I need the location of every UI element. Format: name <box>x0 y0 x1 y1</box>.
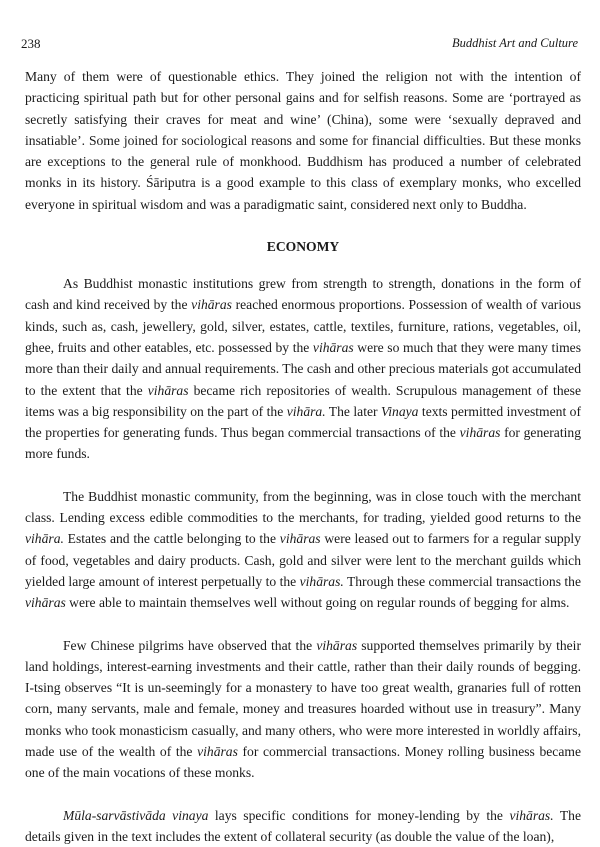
body-text <box>25 66 581 847</box>
text-run: were able to maintain themselves well without going on regular rounds of begging for alms. <box>65 595 570 611</box>
italic-term: vihāras <box>316 637 358 653</box>
italic-term: vihāras <box>25 595 66 611</box>
italic-term: vihāras. <box>299 573 344 589</box>
italic-term: vihāra. <box>25 531 64 547</box>
text-run: Few Chinese pilgrims have observed that the <box>63 637 317 653</box>
text-run: As Buddhist monastic institutions grew from strength to strength, donations in the form of cash and kind received by the <box>25 276 581 313</box>
spacer <box>25 465 581 486</box>
text-run: The Buddhist monastic community, from the beginning, was in close touch with the merchant class. Lending excess edible commodities to the merchants, for trading, yielded good returns to the <box>25 488 581 526</box>
text-run: for commercial transactions. Money rolling business became one of the main vocations of these monks. <box>25 744 581 781</box>
italic-term: vihāras <box>191 297 232 313</box>
spacer <box>25 215 581 236</box>
text-run: The later <box>325 403 381 419</box>
text-run: were so much that they were many times more than their daily and annual requirements. The cash and other precious materials got accumulated to the extent that the <box>25 339 581 398</box>
spacer <box>25 257 581 273</box>
italic-term: Mūla-sarvāstivāda vinaya <box>63 807 209 823</box>
text-run: lays specific conditions for money-lending by the <box>208 807 510 823</box>
paragraph <box>25 635 581 784</box>
text-run: Through these commercial transactions the <box>343 573 582 589</box>
text-run: Many of them were of questionable ethics. They joined the religion not with the intention of practicing spiritual path but for other personal gains and for selfish reasons. Some are ‘portrayed as secretly satisfying their craves for meat and wine’ (China), some were ‘sexually depraved and insatiable’. Some joined for sociological reasons and some for financial difficulties. But these monks are exceptions to the general rule of monkhood. Buddhism has produced a number of celebrated monks in its history. Śāriputra is a good example to this class of exemplary monks, who excelled everyone in spiritual wisdom and was a paradigmatic saint, considered next only to Buddha. <box>25 69 581 212</box>
italic-term: vihāras <box>197 744 238 760</box>
paragraph <box>25 486 581 614</box>
paragraph <box>25 66 581 215</box>
page-number: 238 <box>21 36 41 51</box>
paragraph <box>25 273 581 465</box>
running-head: Buddhist Art and Culture <box>451 36 578 50</box>
paragraph <box>25 805 581 847</box>
italic-term: vihāras <box>459 425 501 441</box>
italic-term: vihāras. <box>509 807 554 823</box>
section-heading: ECONOMY <box>266 239 340 255</box>
text-run: texts permitted investment of the properties for generating funds. Thus began commercial transactions of the <box>25 403 581 441</box>
text-run: supported themselves primarily by their land holdings, interest-earning investments and their cattle, rather than their daily rounds of begging. I-tsing observes “It is un-seemingly for a monastery to have too great wealth, granaries full of rotten corn, many servants, male and female, money and treasures hoarded without use in treasury”. Many monks who took monasticism casually, and many others, who were more interested in worldly affairs, made use of the wealth of the <box>25 637 581 760</box>
italic-term: vihāras <box>147 382 189 398</box>
spacer <box>25 614 581 635</box>
page-header <box>21 36 578 54</box>
text-run: reached enormous proportions. Possession of wealth of various kinds, such as, cash, jewellery, gold, silver, estates, cattle, textiles, furniture, rations, vegetables, oil, ghee, fruits and other eatables, etc. possessed by the <box>25 297 581 355</box>
text-run: The details given in the text includes the extent of collateral security (as double the value of the loan), <box>25 807 581 844</box>
text-run: became rich repositories of wealth. Scrupulous management of these items was a big responsibility on the part of the <box>25 382 581 419</box>
italic-term: vihāras <box>312 339 354 355</box>
italic-term: vihāras <box>279 531 321 547</box>
italic-term: vihāra. <box>286 403 326 419</box>
text-run: for generating more funds. <box>25 425 581 462</box>
text-run: Estates and the cattle belonging to the <box>63 531 280 547</box>
spacer <box>25 784 581 805</box>
text-run: were leased out to farmers for a regular supply of food, vegetables and dairy products. Cash, gold and silver were lent to the merchant guilds which yielded large amount of interest perpetually to the <box>25 531 581 589</box>
italic-term: Vinaya <box>380 403 419 419</box>
